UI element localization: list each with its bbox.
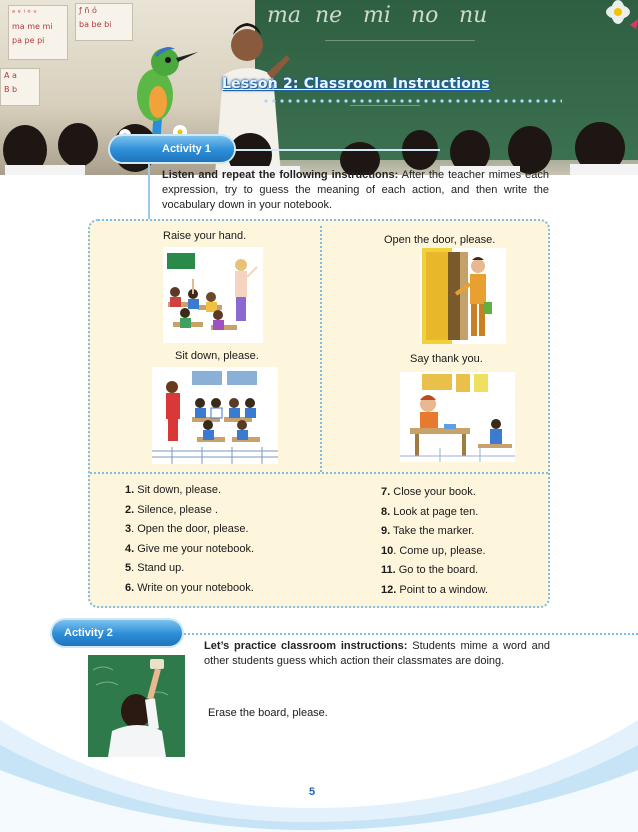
flower-decoration-icon bbox=[578, 0, 638, 60]
illustration-open-door bbox=[420, 248, 506, 344]
lesson-title: Lesson 2: Classroom Instructions bbox=[222, 76, 490, 92]
activity-2-tab: Activity 2 bbox=[52, 620, 182, 646]
title-dots-decoration bbox=[262, 98, 562, 104]
list-item-text: Close your book. bbox=[390, 486, 476, 498]
list-item-text: . Stand up. bbox=[131, 562, 185, 574]
caption-raise-hand: Raise your hand. bbox=[163, 230, 247, 242]
illustration-sit-down bbox=[152, 367, 278, 464]
instruction-heading: Listen and repeat the following instructions: bbox=[162, 169, 399, 181]
side-rule bbox=[148, 160, 150, 220]
board-word: no bbox=[411, 3, 439, 28]
caption-open-door: Open the door, please. bbox=[384, 234, 496, 246]
list-item-text: . Come up, please. bbox=[393, 544, 486, 557]
list-item-number: 6. bbox=[125, 581, 135, 594]
list-item bbox=[125, 501, 315, 521]
list-item-number: 7. bbox=[381, 486, 391, 498]
board-word: ma bbox=[267, 3, 301, 28]
list-item-number: 5 bbox=[125, 562, 132, 574]
panel-divider-horizontal bbox=[90, 472, 548, 474]
wall-poster: ƒ ñ ó ba be bi bbox=[75, 3, 133, 41]
list-item bbox=[125, 559, 315, 579]
list-item bbox=[125, 520, 315, 540]
list-item bbox=[381, 561, 546, 581]
list-item-text: Write on your notebook. bbox=[134, 581, 254, 594]
list-item-number: 4. bbox=[125, 542, 135, 555]
list-item-text: Silence, please . bbox=[134, 503, 218, 516]
board-word: ne bbox=[315, 3, 343, 28]
activity-2-example: Erase the board, please. bbox=[208, 707, 328, 719]
instruction-list-left bbox=[125, 481, 315, 598]
instruction-heading: Let’s practice classroom instructions: bbox=[204, 640, 408, 652]
wall-poster: A a B b bbox=[0, 68, 40, 106]
tab-rule bbox=[180, 633, 638, 635]
list-item-text: Give me your notebook. bbox=[134, 542, 255, 555]
list-item-text: Sit down, please. bbox=[134, 484, 222, 496]
list-item bbox=[381, 542, 546, 562]
list-item-text: . Open the door, please. bbox=[131, 523, 249, 535]
board-word: mi bbox=[363, 3, 391, 28]
caption-sit-down: Sit down, please. bbox=[175, 350, 259, 362]
list-item bbox=[125, 481, 315, 501]
list-item-text: Point to a window. bbox=[396, 583, 489, 596]
instruction-body: Students mime a word and other students guess which action their classmates are doing. bbox=[204, 640, 550, 667]
illustration-raise-hand bbox=[163, 247, 263, 343]
list-item-number: 8. bbox=[381, 505, 391, 518]
instruction-body: After the teacher mimes each expression, try to guess the meaning of each action, and then write the vocabulary down in your notebook. bbox=[162, 169, 549, 211]
list-item-text: Go to the board. bbox=[395, 564, 479, 576]
list-item-number: 9. bbox=[381, 525, 391, 537]
activity-1-instructions bbox=[162, 168, 549, 213]
list-item-number: 12. bbox=[381, 583, 397, 596]
list-item bbox=[125, 540, 315, 560]
wall-poster: ᵃ ᵉ ⁱ ᵒ ᵘ ma me mi pa pe pi bbox=[8, 5, 68, 60]
activity-2-instructions bbox=[204, 639, 550, 669]
list-item-number: 3 bbox=[125, 523, 132, 535]
students-heads bbox=[0, 110, 638, 175]
activity-1-tab: Activity 1 bbox=[110, 136, 234, 162]
panel-divider-vertical bbox=[320, 226, 322, 472]
illustration-say-thank-you bbox=[400, 372, 515, 462]
page-number: 5 bbox=[309, 786, 316, 798]
caption-say-thank-you: Say thank you. bbox=[410, 353, 483, 365]
instruction-list-right bbox=[381, 483, 546, 600]
list-item-number: 10 bbox=[381, 544, 394, 557]
board-word: nu bbox=[459, 3, 488, 28]
list-item-number: 11. bbox=[381, 564, 396, 576]
list-item bbox=[125, 579, 315, 599]
list-item-text: Look at page ten. bbox=[390, 505, 479, 518]
list-item bbox=[381, 503, 546, 523]
list-item bbox=[381, 581, 546, 601]
list-item-number: 2. bbox=[125, 503, 135, 516]
list-item bbox=[381, 522, 546, 542]
footer-wave-decoration bbox=[0, 700, 638, 832]
list-item-text: Take the marker. bbox=[390, 525, 475, 537]
list-item bbox=[381, 483, 546, 503]
list-item-number: 1. bbox=[125, 484, 135, 496]
tab-rule bbox=[230, 149, 440, 151]
